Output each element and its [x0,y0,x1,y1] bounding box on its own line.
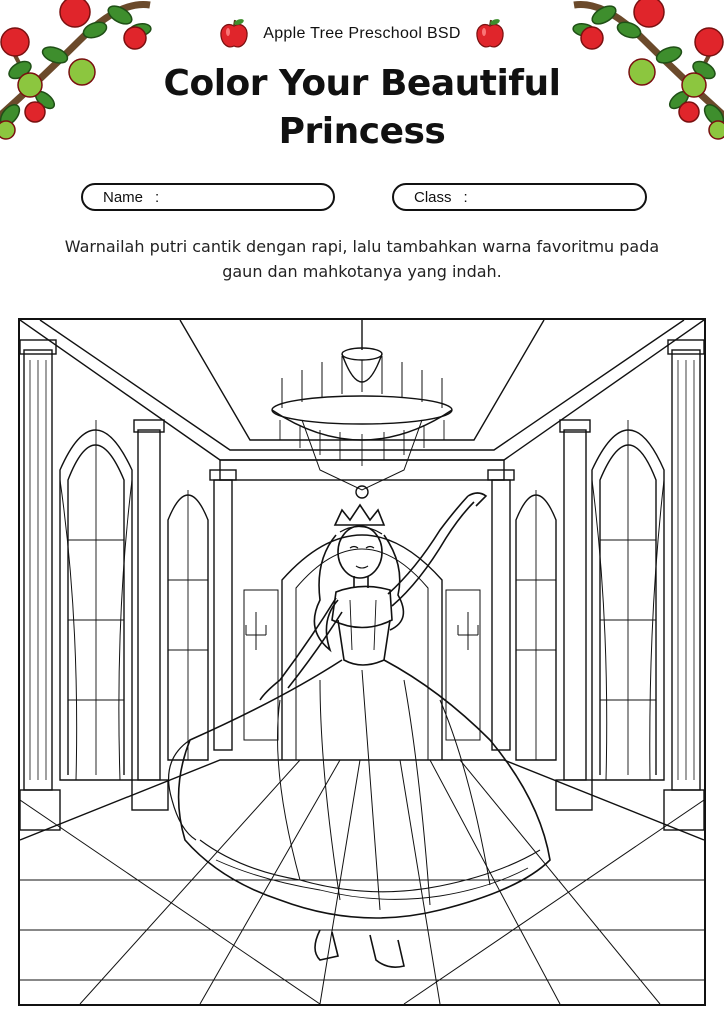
instructions-text: Warnailah putri cantik dengan rapi, lalu tambahkan warna favoritmu pada gaun dan mahkotanya yang indah. [64,237,660,281]
page-title: Color Your Beautiful Princess [163,63,561,152]
name-field[interactable] [81,183,335,211]
apple-icon [475,18,505,50]
school-name: Apple Tree Preschool BSD [263,25,461,42]
class-separator: : [463,188,468,206]
class-field[interactable] [392,183,647,211]
school-header [0,18,724,50]
name-separator: : [155,188,160,206]
apple-icon [219,18,249,50]
class-label: Class [414,188,452,206]
princess-ballroom-illustration [18,318,706,1006]
name-label: Name [103,188,144,206]
